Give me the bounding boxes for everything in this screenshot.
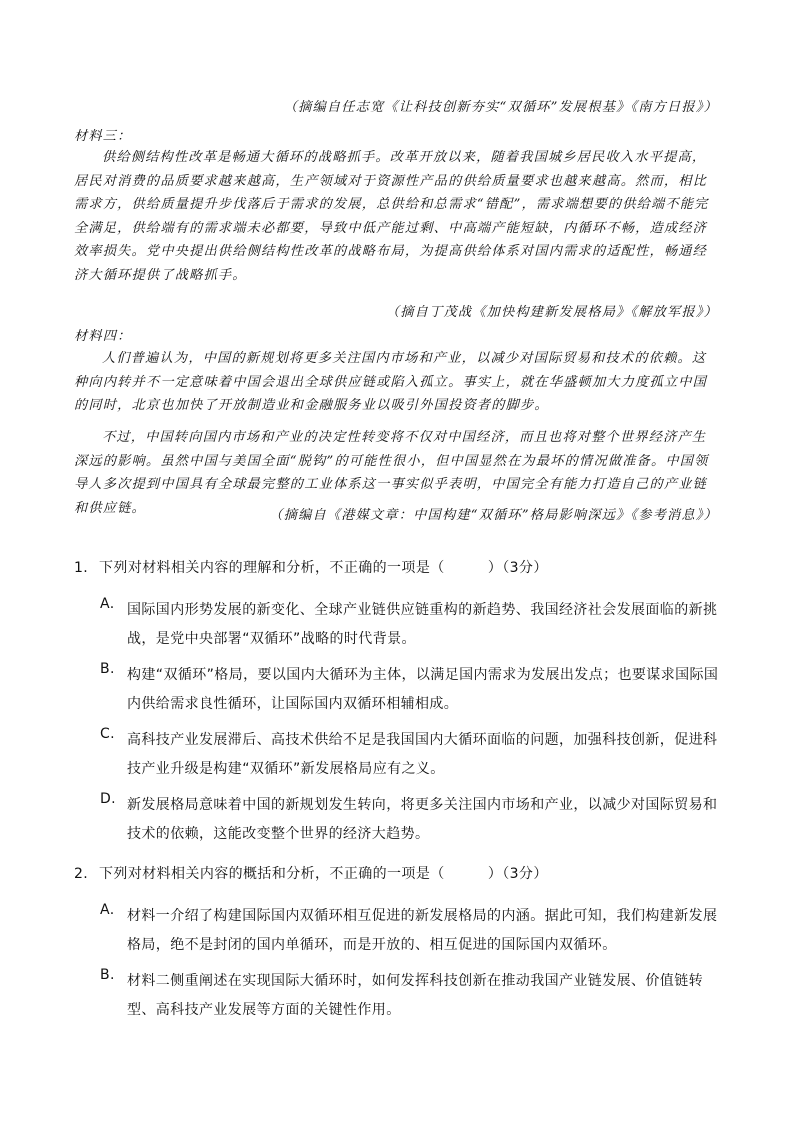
material3-source: （摘自丁茂战《加快构建新发展格局》《解放军报》） <box>385 305 718 320</box>
question-2 <box>74 863 734 883</box>
question-number: 1. <box>74 560 89 576</box>
option-letter: B. <box>100 967 115 983</box>
material4-source: （摘编自《港媒文章：中国构建“双循环”格局影响深远》《参考消息》） <box>269 508 718 523</box>
question-stem: 下列对材料相关内容的理解和分析，不正确的一项是（ ）（3分） <box>99 560 548 576</box>
option-letter: D. <box>100 791 117 807</box>
option-letter: A. <box>100 902 115 918</box>
question-stem: 下列对材料相关内容的概括和分析，不正确的一项是（ ）（3分） <box>99 866 548 882</box>
option-letter: B. <box>100 661 115 677</box>
option-letter: A. <box>100 596 115 612</box>
option-text: 材料一介绍了构建国际国内双循环相互促进的新发展格局的内涵。据此可知，我们构建新发展格局，绝不是封闭的国内单循环，而是开放的、相互促进的国际国内双循环。 <box>127 908 718 953</box>
material3-paragraph: 供给侧结构性改革是畅通大循环的战略抓手。改革开放以来，随着我国城乡居民收入水平提高，居民对消费的品质要求越来越高，生产领域对于资源性产品的供给质量要求也越来越高。然而，相比需求方，供给质量提升步伐落后于需求的发展，总供给和总需求“错配”，需求端想要的供给端不能完全满足，供给端有的需求端未必都要，导致中低产能过剩、中高端产能短缺，内循环不畅，造成经济效率损失。党中央提出供给侧结构性改革的战略布局，为提高供给体系对国内需求的适配性，畅通经济大循环提供了战略抓手。 <box>74 150 709 283</box>
material3-heading: 材料三： <box>74 129 132 144</box>
option-text: 材料二侧重阐述在实现国际大循环时，如何发挥科技创新在推动我国产业链发展、价值链转型、高科技产业发展等方面的关键性作用。 <box>127 973 703 1018</box>
question-number: 2. <box>74 866 89 882</box>
material4-paragraph-2: 不过，中国转向国内市场和产业的决定性转变将不仅对中国经济，而且也将对整个世界经济产生深远的影响。虽然中国与美国全面“脱钩”的可能性很小，但中国显然在为最坏的情况做准备。中国领导人多次提到中国具有全球最完整的工业体系这一事实似乎表明，中国完全有能力打造自己的产业链和供应链。 <box>74 430 709 516</box>
option-text: 新发展格局意味着中国的新规划发生转向，将更多关注国内市场和产业，以减少对国际贸易和技术的依赖，这能改变整个世界的经济大趋势。 <box>127 797 718 842</box>
question-1 <box>74 557 734 577</box>
material4-heading: 材料四： <box>74 329 132 344</box>
option-text: 国际国内形势发展的新变化、全球产业链供应链重构的新趋势、我国经济社会发展面临的新挑战，是党中央部署“双循环”战略的时代背景。 <box>127 602 718 647</box>
material2-source: （摘编自任志宽《让科技创新夯实“双循环”发展根基》《南方日报》） <box>283 100 718 115</box>
option-letter: C. <box>100 726 116 742</box>
option-text: 构建“双循环”格局，要以国内大循环为主体，以满足国内需求为发展出发点；也要谋求国际国内供给需求良性循环，让国际国内双循环相辅相成。 <box>127 667 719 712</box>
material4-paragraph-1: 人们普遍认为，中国的新规划将更多关注国内市场和产业，以减少对国际贸易和技术的依赖。这种向内转并不一定意味着中国会退出全球供应链或陷入孤立。事实上，就在华盛顿加大力度孤立中国的同时，北京也加快了开放制造业和金融服务业以吸引外国投资者的脚步。 <box>74 351 708 413</box>
option-text: 高科技产业发展滞后、高技术供给不足是我国国内大循环面临的问题，加强科技创新，促进科技产业升级是构建“双循环”新发展格局应有之义。 <box>127 732 718 777</box>
